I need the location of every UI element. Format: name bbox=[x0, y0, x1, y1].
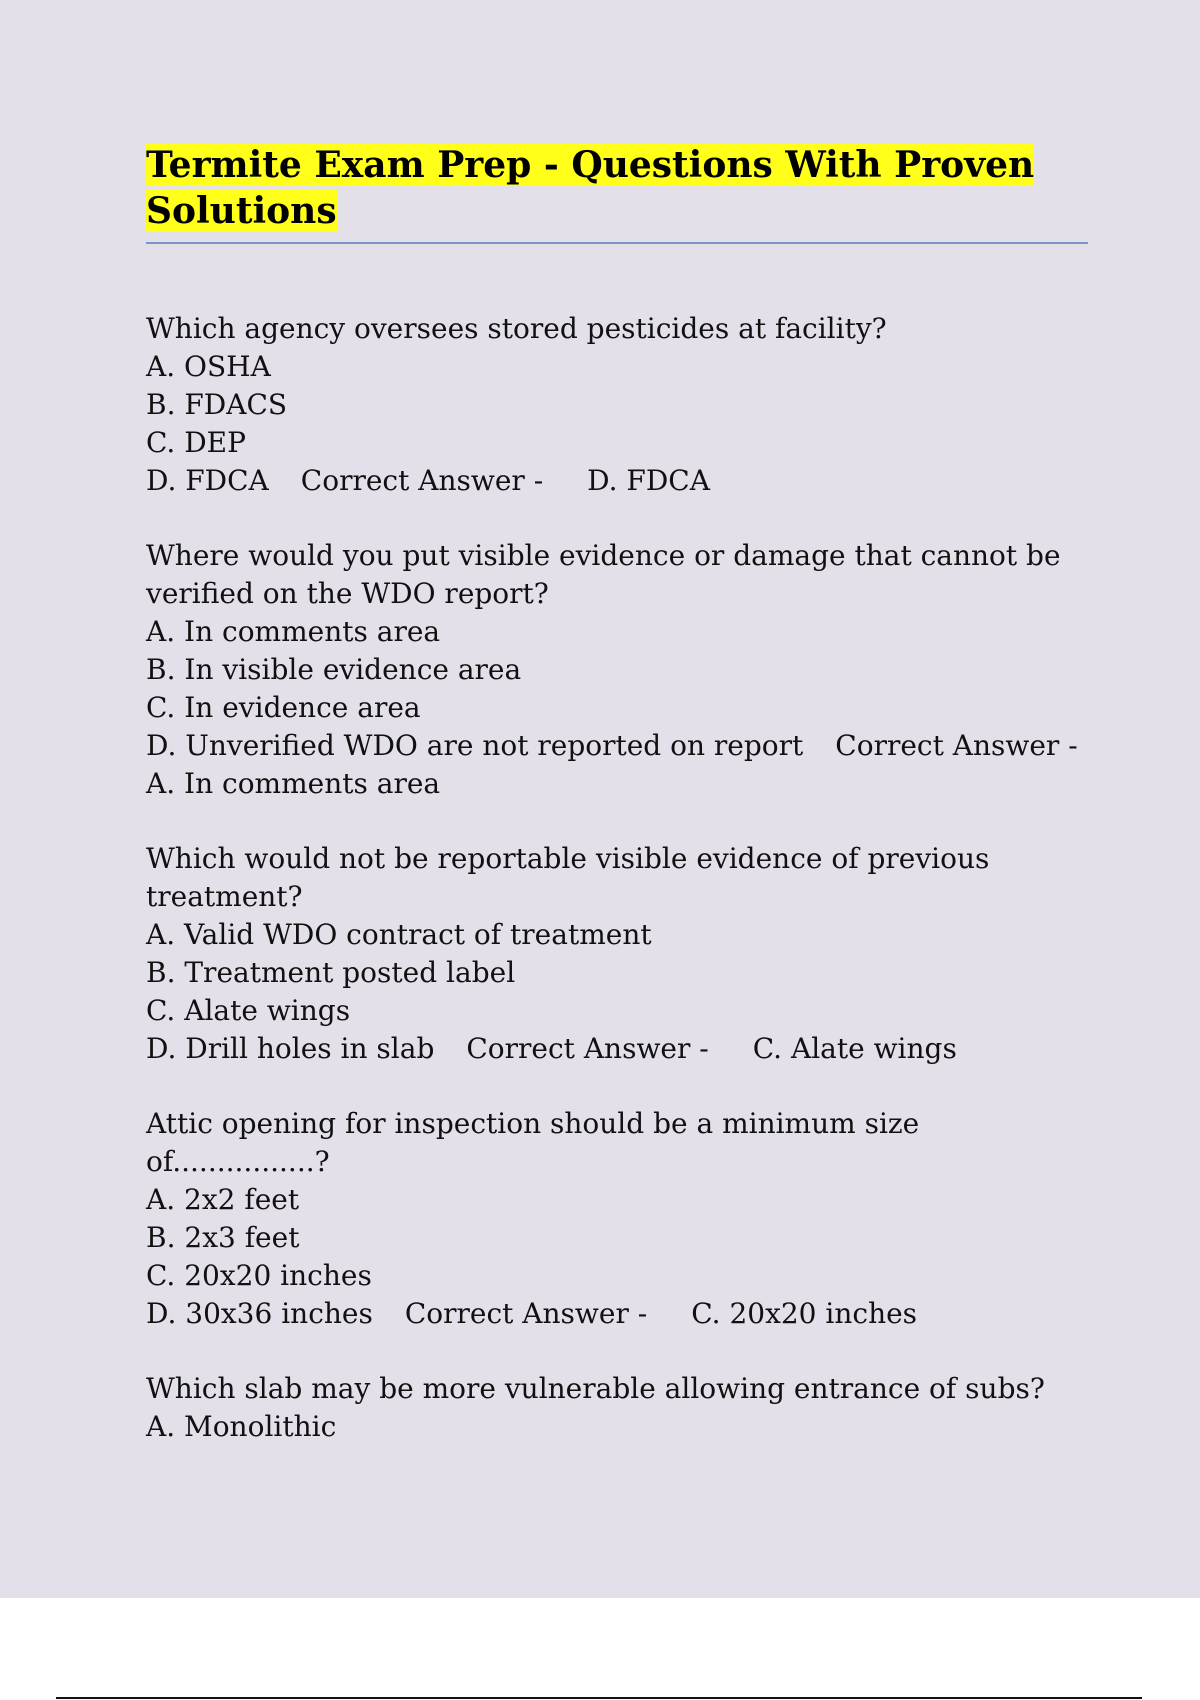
question-1 bbox=[146, 310, 1088, 500]
correct-answer-label: Correct Answer bbox=[835, 729, 1060, 762]
question-4 bbox=[146, 1105, 1088, 1333]
option-b: B. FDACS bbox=[146, 388, 288, 421]
title-line-2: Solutions bbox=[146, 190, 337, 232]
option-c: C. Alate wings bbox=[146, 994, 351, 1027]
question-3 bbox=[146, 840, 1088, 1068]
answer-separator: - bbox=[699, 1032, 709, 1065]
option-a: A. Valid WDO contract of treatment bbox=[146, 918, 652, 951]
answer-separator: - bbox=[1068, 729, 1078, 762]
option-d: D. Drill holes in slab bbox=[146, 1032, 435, 1065]
option-d-with-answer bbox=[146, 1030, 1088, 1068]
option-d-with-answer bbox=[146, 1295, 1088, 1333]
document-content bbox=[146, 142, 1088, 1483]
question-text: Which agency oversees stored pesticides at facility? bbox=[146, 312, 887, 345]
option-c: C. 20x20 inches bbox=[146, 1259, 372, 1292]
option-b: B. 2x3 feet bbox=[146, 1221, 300, 1254]
correct-answer: A. In comments area bbox=[146, 767, 441, 800]
correct-answer: C. Alate wings bbox=[752, 1032, 957, 1065]
option-c: C. In evidence area bbox=[146, 691, 421, 724]
option-c: C. DEP bbox=[146, 426, 246, 459]
option-a: A. Monolithic bbox=[146, 1410, 337, 1443]
question-list bbox=[146, 310, 1088, 1446]
option-d: D. 30x36 inches bbox=[146, 1297, 373, 1330]
option-a: A. 2x2 feet bbox=[146, 1183, 300, 1216]
option-d: D. Unverified WDO are not reported on report bbox=[146, 729, 804, 762]
correct-answer-label: Correct Answer bbox=[300, 464, 525, 497]
document-title bbox=[146, 142, 1088, 234]
question-text: Which slab may be more vulnerable allowing entrance of subs? bbox=[146, 1372, 1045, 1405]
title-line-1: Termite Exam Prep - Questions With Proven bbox=[146, 144, 1035, 186]
option-b: B. In visible evidence area bbox=[146, 653, 522, 686]
option-d-with-answer bbox=[146, 727, 1088, 765]
question-2 bbox=[146, 537, 1088, 803]
answer-separator: - bbox=[533, 464, 544, 497]
question-text: Attic opening for inspection should be a minimum size of................? bbox=[146, 1107, 920, 1178]
title-divider bbox=[146, 242, 1088, 244]
correct-answer: C. 20x20 inches bbox=[691, 1297, 918, 1330]
option-d: D. FDCA bbox=[146, 464, 269, 497]
question-text: Where would you put visible evidence or damage that cannot be verified on the WDO report? bbox=[146, 539, 1061, 610]
correct-answer-label: Correct Answer bbox=[466, 1032, 691, 1065]
page-bottom-rule bbox=[56, 1697, 1142, 1699]
correct-answer: D. FDCA bbox=[587, 464, 710, 497]
question-5 bbox=[146, 1370, 1088, 1446]
option-d-with-answer bbox=[146, 462, 1088, 500]
option-b: B. Treatment posted label bbox=[146, 956, 516, 989]
answer-separator: - bbox=[637, 1297, 648, 1330]
option-a: A. In comments area bbox=[146, 615, 441, 648]
correct-answer-label: Correct Answer bbox=[404, 1297, 629, 1330]
question-text: Which would not be reportable visible evidence of previous treatment? bbox=[146, 842, 990, 913]
option-a: A. OSHA bbox=[146, 350, 271, 383]
